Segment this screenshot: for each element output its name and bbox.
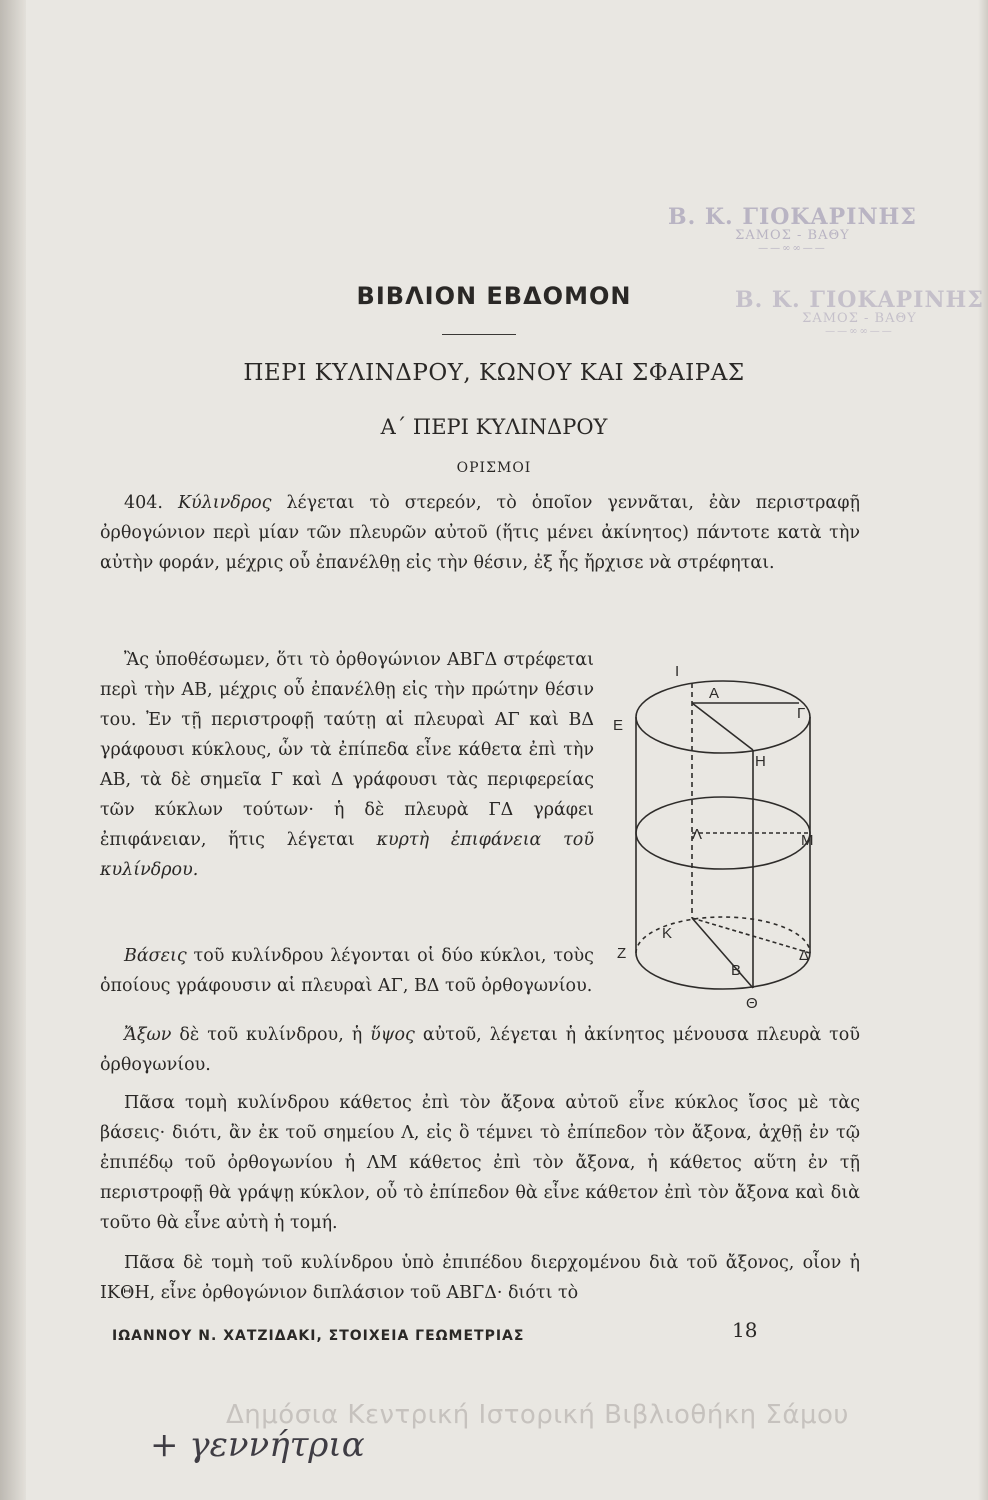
paragraph-rotation bbox=[100, 627, 594, 902]
paragraph-bases bbox=[100, 923, 594, 1018]
owner-stamp-faded: Β. Κ. ΓΙΟΚΑΡΙΝΗΣ ΣΑΜΟΣ - ΒΑΘΥ ——∞∞—— bbox=[735, 287, 984, 338]
term-cylinder: Κύλινδρος bbox=[177, 493, 272, 513]
top-ellipse bbox=[636, 681, 810, 753]
cylinder-figure bbox=[605, 650, 840, 1015]
chapter-subtitle: ΠΕΡΙ ΚΥΛΙΝΔΡΟΥ, ΚΩΝΟΥ ΚΑΙ ΣΦΑΙΡΑΣ bbox=[243, 360, 745, 386]
label-A: A bbox=[709, 685, 720, 702]
segment-GH bbox=[692, 703, 753, 750]
segment-KB bbox=[692, 918, 753, 988]
paragraph-text: λέγεται τὸ στερεόν, τὸ ὁποῖον γεννᾶται, ἐὰν περιστραφῇ ὀρθογώνιον περὶ μίαν τῶν πλευρῶν αὐτοῦ (ἥτις μένει ἀκίνητος) πάντοτε κατὰ τὴν αὐτὴν φοράν, μέχρις οὗ ἐπανέλθῃ εἰς τὴν θέσιν, ἐξ ἧς ἤρχισε νὰ στρέφηται. bbox=[100, 493, 860, 573]
paragraph-axis: Ἄξων δὲ τοῦ κυλίνδρου, ἡ ὕψος αὐτοῦ, λέγεται ἡ ἀκίνητος μένουσα πλευρὰ τοῦ ὀρθογωνίου. bbox=[100, 1025, 860, 1075]
paragraph-axial-section: Πᾶσα δὲ τομὴ τοῦ κυλίνδρου ὑπὸ ἐπιπέδου διερχομένου διὰ τοῦ ἄξονος, οἷον ἡ ΙΚΘΗ, εἶνε ὀρθογώνιον διπλάσιον τοῦ ΑΒΓΔ· διότι τὸ bbox=[100, 1253, 860, 1303]
page-number: 18 bbox=[732, 1318, 758, 1342]
label-E: E bbox=[613, 717, 624, 734]
title-divider bbox=[442, 334, 516, 335]
handwritten-note: + γεννήτρια bbox=[150, 1425, 365, 1465]
term-curved-surface: κυρτὴ ἐπιφάνεια τοῦ κυλίνδρου. bbox=[100, 829, 594, 880]
label-B: B bbox=[731, 962, 742, 979]
paragraph-text: αὐτοῦ, λέγεται ἡ ἀκίνητος μένουσα πλευρὰ τοῦ ὀρθογωνίου. bbox=[100, 1025, 860, 1075]
bottom-ellipse-front bbox=[636, 953, 810, 989]
book-title: ΒΙΒΛΙΟΝ ΕΒΔΟΜΟΝ bbox=[356, 282, 632, 310]
label-H: H bbox=[755, 753, 766, 770]
paragraph-text: Ἂς ὑποθέσωμεν, ὅτι τὸ ὀρθογώνιον ΑΒΓΔ στρέφεται περὶ τὴν ΑΒ, μέχρις οὗ ἐπανέλθῃ εἰς τὴν πρώτην θέσιν του. Ἐν τῇ περιστροφῇ ταύτῃ αἱ πλευραὶ ΑΓ καὶ ΒΔ γράφουσι κύκλους, ὧν τὰ ἐπίπεδα εἶνε κάθετα ἐπὶ τὴν ΑΒ, τὰ δὲ σημεῖα Γ καὶ Δ γράφουσι τὰς περιφερείας τῶν κύκλων τούτων· ἡ δὲ πλευρὰ ΓΔ γράφει ἐπιφάνειαν, ἥτις λέγεται bbox=[100, 649, 594, 850]
label-L: Λ bbox=[692, 826, 703, 843]
label-G: Γ bbox=[797, 705, 806, 722]
label-I: I bbox=[675, 663, 680, 680]
paragraph-perpendicular-section: Πᾶσα τομὴ κυλίνδρου κάθετος ἐπὶ τὸν ἄξονα αὐτοῦ εἶνε κύκλος ἴσος μὲ τὰς βάσεις· διότι, ἂν ἐκ τοῦ σημείου Λ, εἰς ὃ τέμνει τὸ ἐπίπεδον τὸν ἄξονα, ἀχθῇ ἐν τῷ ἐπιπέδῳ τοῦ ὀρθογωνίου ἡ ΛΜ κάθετος ἐπὶ τὸν ἄξονα, ἡ κάθετος αὕτη ἐν τῇ περιστροφῇ θὰ γράψῃ κύκλον, οὗ τὸ ἐπίπεδον θὰ εἶνε κάθετον ἐπὶ τὸν ἄξονα καὶ διὰ τοῦτο θὰ εἶνε αὐτὴ ἡ τομή. bbox=[100, 1093, 860, 1233]
library-watermark: Δημόσια Κεντρική Ιστορική Βιβλιοθήκη Σάμου bbox=[226, 1400, 849, 1430]
owner-stamp: Β. Κ. ΓΙΟΚΑΡΙΝΗΣ ΣΑΜΟΣ - ΒΑΘΥ ——∞∞—— bbox=[668, 204, 917, 255]
term-height: ὕψος bbox=[370, 1025, 415, 1045]
label-M: M bbox=[801, 832, 814, 849]
paragraph-text: τοῦ κυλίνδρου λέγονται οἱ δύο κύκλοι, τοὺς ὁποίους γράφουσιν αἱ πλευραὶ ΑΓ, ΒΔ τοῦ ὀρθογωνίου. bbox=[100, 945, 594, 996]
segment-BD bbox=[692, 918, 810, 953]
section-heading: Α΄ ΠΕΡΙ ΚΥΛΙΝΔΡΟΥ bbox=[380, 415, 608, 439]
term-bases: Βάσεις bbox=[124, 945, 187, 966]
page-right-edge bbox=[978, 0, 988, 1500]
page-binding-edge bbox=[0, 0, 26, 1500]
label-Th: Θ bbox=[746, 995, 758, 1012]
label-Z: Z bbox=[617, 945, 627, 962]
footer-author: ΙΩΑΝΝΟΥ Ν. ΧΑΤΖΙΔΑΚΙ, ΣΤΟΙΧΕΙΑ ΓΕΩΜΕΤΡΙΑΣ bbox=[112, 1328, 525, 1344]
label-K: K bbox=[662, 925, 673, 942]
label-D: Δ bbox=[799, 947, 810, 964]
term-axis: Ἄξων bbox=[124, 1025, 172, 1045]
paragraph-404 bbox=[100, 488, 860, 578]
paragraph-number: 404. bbox=[124, 493, 163, 513]
definitions-heading: ΟΡΙΣΜΟΙ bbox=[456, 460, 532, 476]
